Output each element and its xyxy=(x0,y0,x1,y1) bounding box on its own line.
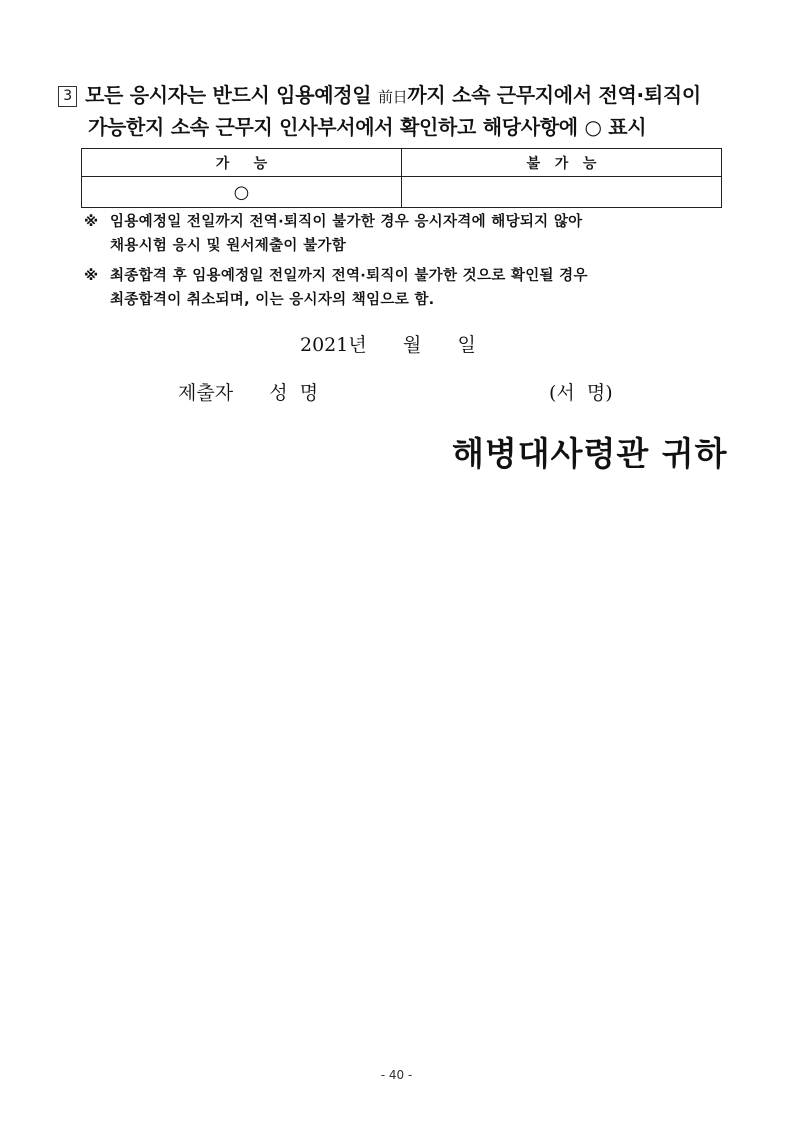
signature-label[interactable]: (서 명) xyxy=(549,382,613,404)
heading-line-1 xyxy=(58,80,758,112)
submitter-name-label[interactable]: 제출자 성 명 xyxy=(178,382,319,404)
header-impossible: 불 가 능 xyxy=(402,149,722,177)
note-mark: ※ xyxy=(84,214,99,230)
notes-list xyxy=(84,210,734,318)
recipient: 해병대사령관 귀하 xyxy=(452,434,728,473)
page-number: - 40 - xyxy=(380,1068,413,1082)
note-mark: ※ xyxy=(84,268,99,284)
item-number-box: 3 xyxy=(58,86,77,107)
heading-hanja: 前日 xyxy=(377,88,408,106)
table-header-row xyxy=(82,149,722,177)
heading-line-2: 가능한지 소속 근무지 인사부서에서 확인하고 해당사항에 ○ 표시 xyxy=(88,115,647,139)
note-item xyxy=(84,264,734,312)
table-row xyxy=(82,177,722,208)
availability-table xyxy=(81,148,722,208)
header-possible: 가 능 xyxy=(82,149,402,177)
note-item xyxy=(84,210,734,258)
note-text: 최종합격 후 임용예정일 전일까지 전역·퇴직이 불가한 것으로 확인될 경우 최종합격이 취소되며, 이는 응시자의 책임으로 함. xyxy=(110,268,588,308)
heading-text-1a: 모든 응시자는 반드시 임용예정일 xyxy=(85,83,378,107)
cell-impossible-mark[interactable] xyxy=(402,177,722,208)
heading-text-1b: 까지 소속 근무지에서 전역·퇴직이 xyxy=(407,83,701,107)
cell-possible-mark[interactable]: ○ xyxy=(82,177,402,208)
section-heading xyxy=(58,80,758,142)
date-line[interactable]: 2021년 월 일 xyxy=(300,334,476,356)
note-text: 임용예정일 전일까지 전역·퇴직이 불가한 경우 응시자격에 해당되지 않아 채용시험 응시 및 원서제출이 불가함 xyxy=(110,214,583,254)
